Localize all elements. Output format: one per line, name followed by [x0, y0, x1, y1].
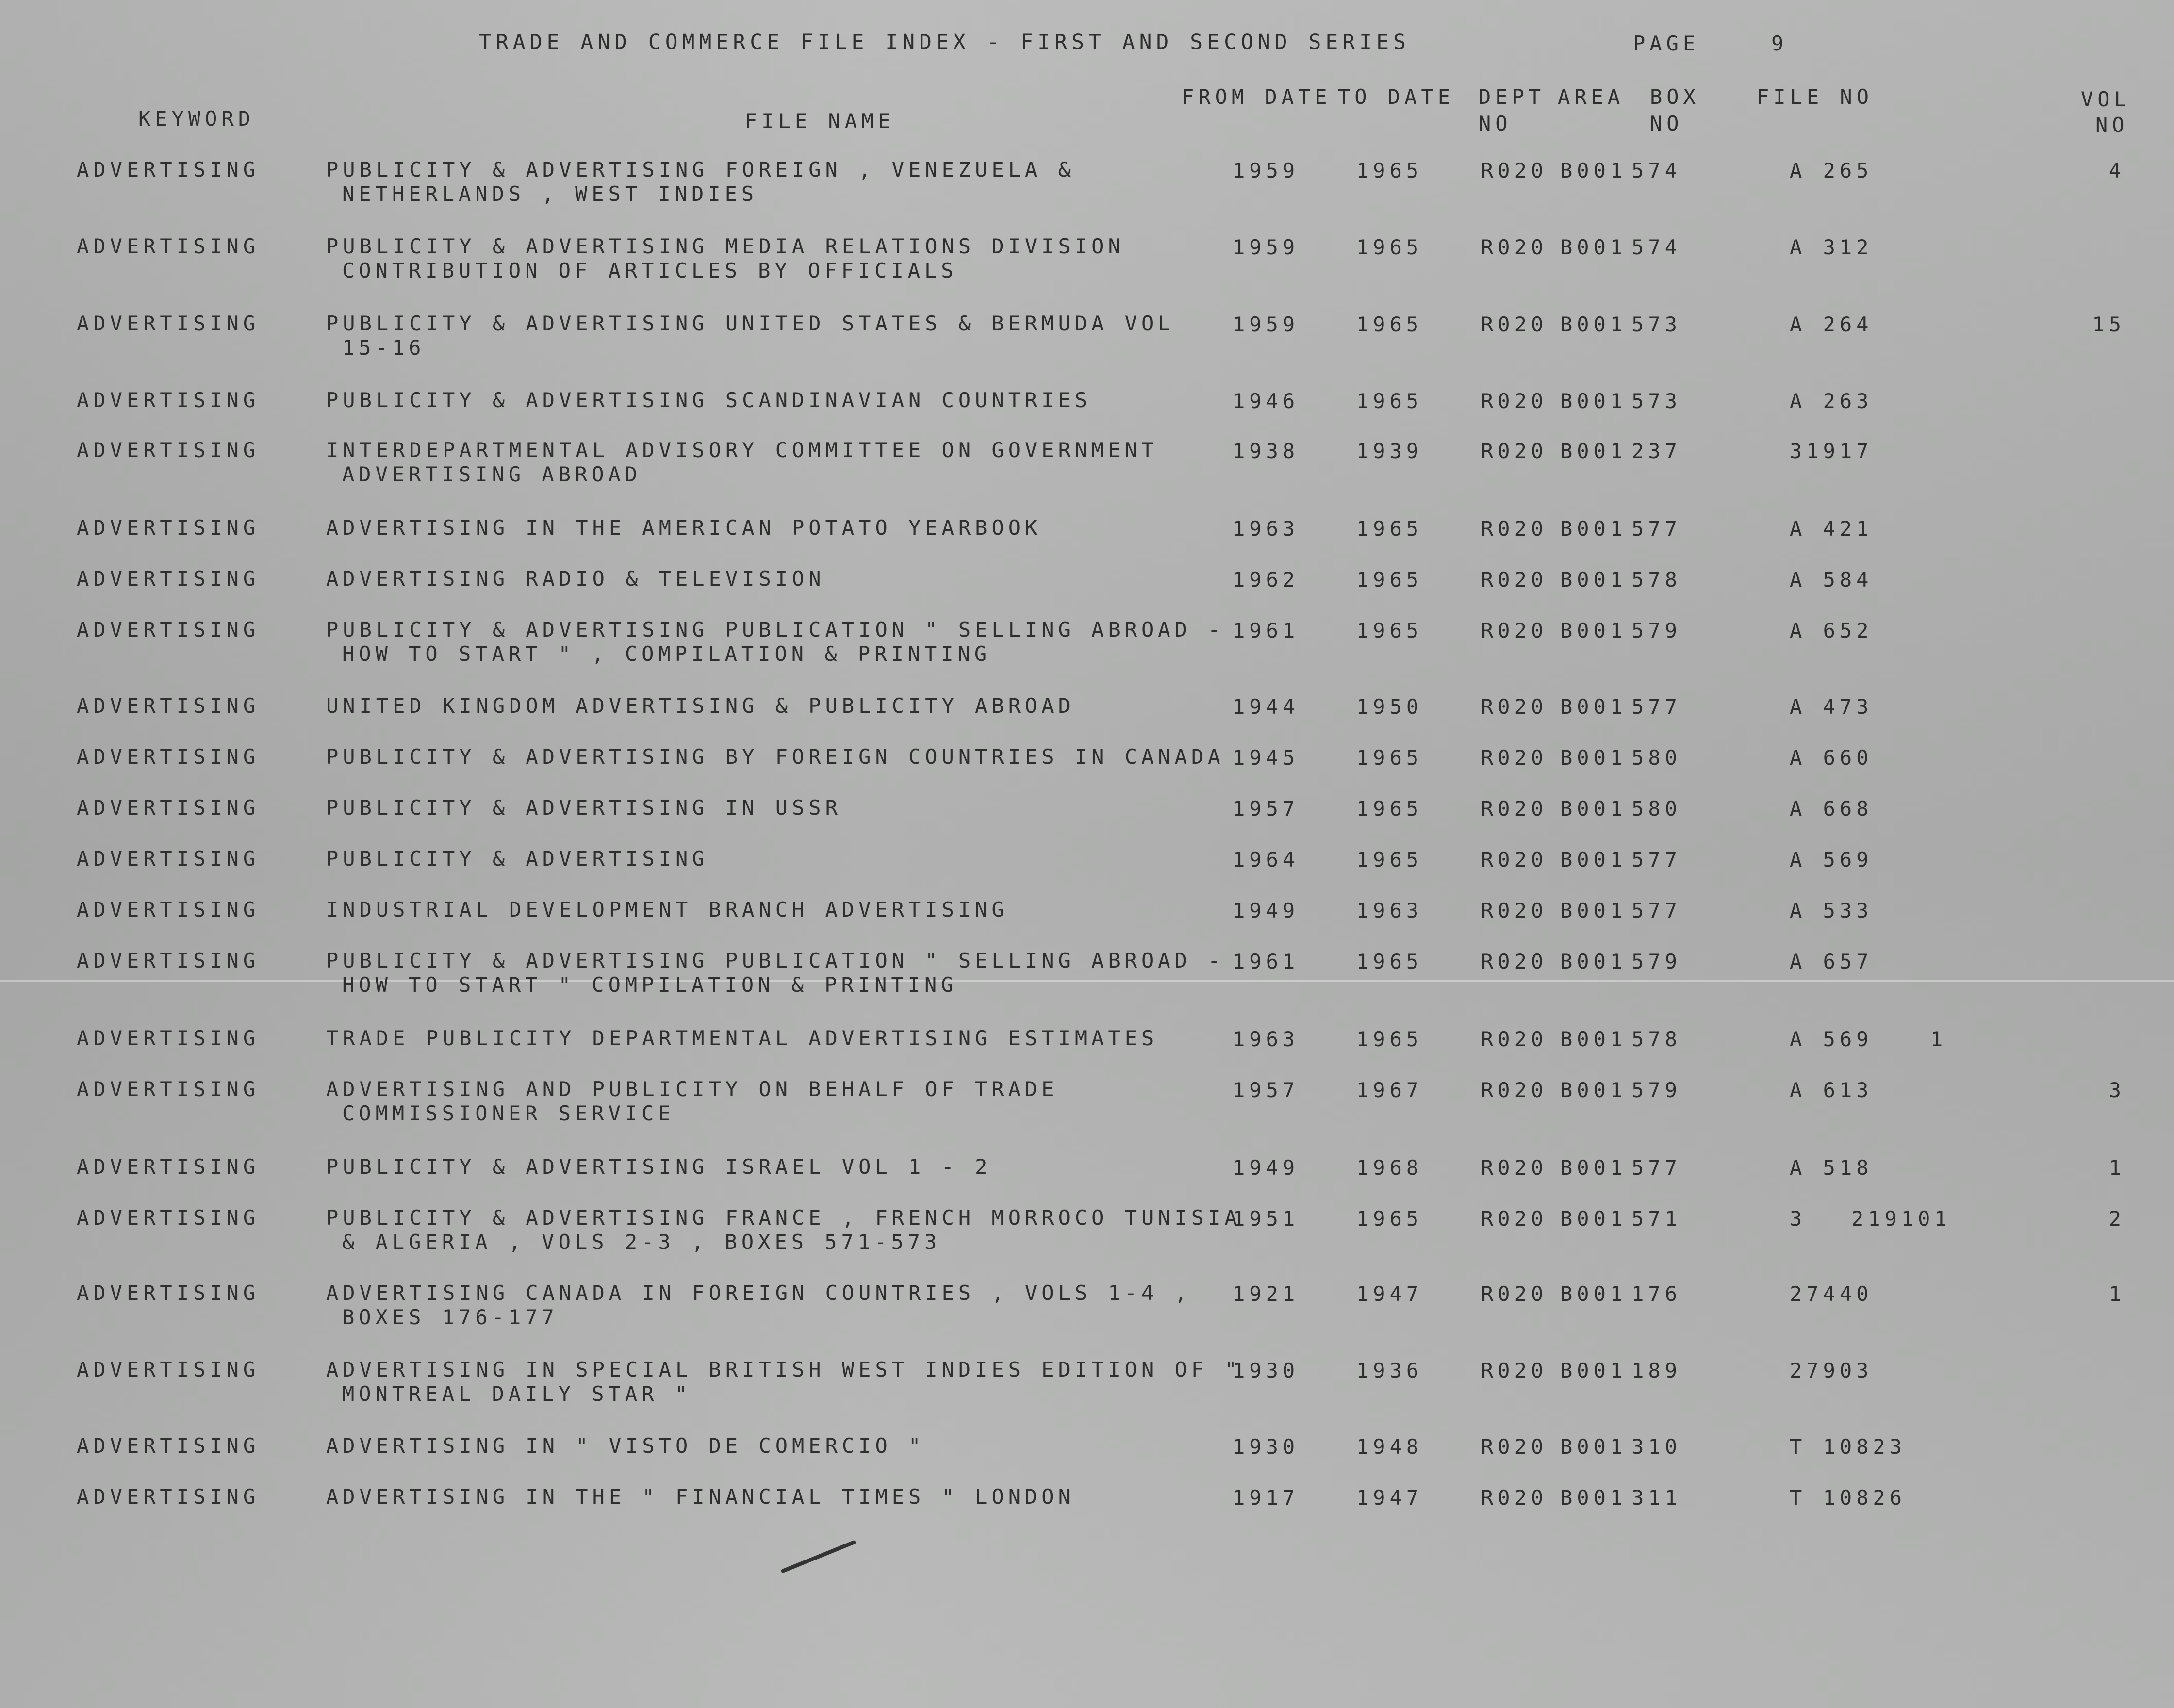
row-from-date: 1946	[1233, 389, 1300, 413]
row-from-date: 1964	[1233, 848, 1300, 871]
row-from-date: 1959	[1233, 312, 1300, 336]
row-file-name-line: INDUSTRIAL DEVELOPMENT BRANCH ADVERTISING	[326, 898, 1008, 921]
row-file-no: A 660	[1790, 746, 1873, 770]
row-area: B001	[1560, 159, 1627, 182]
row-file-name-line: PUBLICITY & ADVERTISING FRANCE , FRENCH MORROCO TUNISIA	[326, 1206, 1241, 1230]
row-box-no: 579	[1631, 619, 1681, 642]
row-file-name-line: ADVERTISING ABROAD	[342, 462, 642, 486]
row-dept-no: R020	[1481, 1078, 1548, 1102]
row-box-no: 189	[1631, 1359, 1681, 1382]
row-file-name-line: HOW TO START " COMPILATION & PRINTING	[342, 973, 958, 997]
row-from-date: 1957	[1233, 1078, 1300, 1102]
row-dept-no: R020	[1481, 746, 1548, 770]
row-dept-no: R020	[1481, 517, 1548, 541]
row-file-suffix: 1	[1930, 1027, 1947, 1051]
row-keyword: ADVERTISING	[77, 1281, 260, 1305]
row-from-date: 1963	[1233, 1027, 1300, 1051]
row-from-date: 1962	[1233, 568, 1300, 591]
row-to-date: 1965	[1356, 517, 1423, 541]
row-file-name-line: PUBLICITY & ADVERTISING SCANDINAVIAN COUNTRIES	[326, 388, 1092, 412]
row-file-no: T 10826	[1790, 1486, 1907, 1510]
row-keyword: ADVERTISING	[77, 949, 260, 972]
row-box-no: 310	[1631, 1435, 1681, 1459]
row-to-date: 1965	[1356, 619, 1423, 642]
row-keyword: ADVERTISING	[77, 1026, 260, 1050]
row-keyword: ADVERTISING	[77, 1206, 260, 1230]
row-to-date: 1965	[1356, 797, 1423, 821]
row-file-no: 31917	[1790, 439, 1873, 463]
row-file-name-line: & ALGERIA , VOLS 2-3 , BOXES 571-573	[342, 1230, 941, 1254]
row-to-date: 1947	[1356, 1282, 1423, 1306]
row-box-no: 578	[1631, 568, 1681, 591]
row-to-date: 1965	[1356, 235, 1423, 259]
row-file-no: A 668	[1790, 797, 1873, 821]
header-to-date: TO DATE	[1338, 85, 1455, 109]
row-to-date: 1965	[1356, 1207, 1423, 1231]
index-title: TRADE AND COMMERCE FILE INDEX - FIRST AND SECOND SERIES	[479, 30, 1410, 54]
row-file-no: A 613	[1790, 1078, 1873, 1102]
row-file-name-line: PUBLICITY & ADVERTISING UNITED STATES & BERMUDA VOL	[326, 312, 1175, 335]
row-area: B001	[1560, 695, 1627, 719]
row-area: B001	[1560, 1435, 1627, 1459]
row-keyword: ADVERTISING	[77, 618, 260, 641]
row-to-date: 1965	[1356, 312, 1423, 336]
row-to-date: 1965	[1356, 389, 1423, 413]
row-dept-no: R020	[1481, 848, 1548, 871]
row-keyword: ADVERTISING	[77, 438, 260, 462]
row-dept-no: R020	[1481, 1207, 1548, 1231]
row-box-no: 580	[1631, 746, 1681, 770]
row-box-no: 577	[1631, 1156, 1681, 1180]
row-dept-no: R020	[1481, 389, 1548, 413]
row-dept-no: R020	[1481, 950, 1548, 973]
row-to-date: 1965	[1356, 159, 1423, 182]
row-area: B001	[1560, 1027, 1627, 1051]
row-file-suffix: 219101	[1851, 1207, 1951, 1231]
row-file-no: 27440	[1790, 1282, 1873, 1306]
header-box: BOX	[1650, 85, 1700, 109]
row-file-name-line: BOXES 176-177	[342, 1305, 559, 1329]
row-keyword: ADVERTISING	[77, 516, 260, 540]
row-file-no: A 312	[1790, 235, 1873, 259]
row-box-no: 580	[1631, 797, 1681, 821]
row-file-name-line: ADVERTISING IN SPECIAL BRITISH WEST INDIES EDITION OF "	[326, 1358, 1241, 1381]
row-box-no: 577	[1631, 517, 1681, 541]
row-file-name-line: INTERDEPARTMENTAL ADVISORY COMMITTEE ON GOVERNMENT	[326, 438, 1158, 462]
row-keyword: ADVERTISING	[77, 388, 260, 412]
row-from-date: 1951	[1233, 1207, 1300, 1231]
pen-mark	[781, 1540, 856, 1573]
row-file-name-line: COMMISSIONER SERVICE	[342, 1101, 675, 1125]
row-file-no: A 533	[1790, 899, 1873, 922]
row-file-no: A 264	[1790, 312, 1873, 336]
row-keyword: ADVERTISING	[77, 847, 260, 870]
row-file-no: A 657	[1790, 950, 1873, 973]
row-dept-no: R020	[1481, 1435, 1548, 1459]
row-file-name-line: ADVERTISING RADIO & TELEVISION	[326, 567, 825, 591]
row-file-no: 3	[1790, 1207, 1807, 1231]
row-file-name-line: ADVERTISING IN THE AMERICAN POTATO YEARBOOK	[326, 516, 1042, 540]
header-dept: DEPT	[1479, 85, 1546, 109]
row-file-no: A 263	[1790, 389, 1873, 413]
row-file-name-line: ADVERTISING AND PUBLICITY ON BEHALF OF TRADE	[326, 1077, 1058, 1101]
row-area: B001	[1560, 1282, 1627, 1306]
row-file-name-line: PUBLICITY & ADVERTISING MEDIA RELATIONS DIVISION	[326, 234, 1125, 258]
row-file-name-line: NETHERLANDS , WEST INDIES	[342, 182, 758, 206]
row-keyword: ADVERTISING	[77, 312, 260, 335]
row-file-name-line: UNITED KINGDOM ADVERTISING & PUBLICITY ABROAD	[326, 694, 1075, 718]
header-keyword: KEYWORD	[138, 107, 255, 131]
row-area: B001	[1560, 235, 1627, 259]
row-from-date: 1945	[1233, 746, 1300, 770]
row-from-date: 1963	[1233, 517, 1300, 541]
row-box-no: 579	[1631, 950, 1681, 973]
row-dept-no: R020	[1481, 1486, 1548, 1510]
header-from-date: FROM DATE	[1182, 85, 1332, 109]
row-box-no: 577	[1631, 899, 1681, 922]
row-file-no: A 584	[1790, 568, 1873, 591]
row-file-no: T 10823	[1790, 1435, 1907, 1459]
header-box-no: NO	[1650, 112, 1683, 135]
row-box-no: 578	[1631, 1027, 1681, 1051]
header-file-no: FILE NO	[1757, 85, 1874, 109]
row-file-name-line: PUBLICITY & ADVERTISING BY FOREIGN COUNTRIES IN CANADA	[326, 745, 1225, 769]
row-to-date: 1947	[1356, 1486, 1423, 1510]
row-keyword: ADVERTISING	[77, 567, 260, 591]
row-box-no: 573	[1631, 389, 1681, 413]
row-keyword: ADVERTISING	[77, 158, 260, 181]
row-file-name-line: TRADE PUBLICITY DEPARTMENTAL ADVERTISING ESTIMATES	[326, 1026, 1158, 1050]
header-area: AREA	[1558, 85, 1625, 109]
row-box-no: 311	[1631, 1486, 1681, 1510]
row-file-name-line: 15-16	[342, 336, 426, 360]
row-from-date: 1930	[1233, 1359, 1300, 1382]
row-keyword: ADVERTISING	[77, 1077, 260, 1101]
row-box-no: 573	[1631, 312, 1681, 336]
row-area: B001	[1560, 746, 1627, 770]
row-from-date: 1961	[1233, 619, 1300, 642]
row-from-date: 1917	[1233, 1486, 1300, 1510]
row-from-date: 1949	[1233, 899, 1300, 922]
row-area: B001	[1560, 1156, 1627, 1180]
row-file-no: A 265	[1790, 159, 1873, 182]
row-dept-no: R020	[1481, 619, 1548, 642]
row-keyword: ADVERTISING	[77, 1358, 260, 1381]
row-file-no: A 518	[1790, 1156, 1873, 1180]
page-label: PAGE	[1633, 32, 1700, 55]
row-to-date: 1963	[1356, 899, 1423, 922]
row-area: B001	[1560, 1486, 1627, 1510]
row-box-no: 579	[1631, 1078, 1681, 1102]
row-area: B001	[1560, 439, 1627, 463]
row-keyword: ADVERTISING	[77, 898, 260, 921]
header-file-name: FILE NAME	[745, 109, 895, 133]
row-area: B001	[1560, 950, 1627, 973]
row-area: B001	[1560, 619, 1627, 642]
row-from-date: 1921	[1233, 1282, 1300, 1306]
row-to-date: 1948	[1356, 1435, 1423, 1459]
row-file-no: A 569	[1790, 1027, 1873, 1051]
row-file-name-line: ADVERTISING IN " VISTO DE COMERCIO "	[326, 1434, 925, 1458]
row-area: B001	[1560, 568, 1627, 591]
row-box-no: 577	[1631, 848, 1681, 871]
row-to-date: 1965	[1356, 746, 1423, 770]
row-dept-no: R020	[1481, 159, 1548, 182]
row-to-date: 1967	[1356, 1078, 1423, 1102]
row-file-no: A 652	[1790, 619, 1873, 642]
row-area: B001	[1560, 1207, 1627, 1231]
row-dept-no: R020	[1481, 1027, 1548, 1051]
row-from-date: 1957	[1233, 797, 1300, 821]
row-dept-no: R020	[1481, 235, 1548, 259]
row-area: B001	[1560, 312, 1627, 336]
row-keyword: ADVERTISING	[77, 1434, 260, 1458]
row-file-name-line: PUBLICITY & ADVERTISING ISRAEL VOL 1 - 2	[326, 1155, 992, 1179]
row-keyword: ADVERTISING	[77, 694, 260, 718]
row-from-date: 1959	[1233, 235, 1300, 259]
row-to-date: 1965	[1356, 950, 1423, 973]
row-file-no: A 473	[1790, 695, 1873, 719]
row-dept-no: R020	[1481, 899, 1548, 922]
row-keyword: ADVERTISING	[77, 745, 260, 769]
row-box-no: 571	[1631, 1207, 1681, 1231]
row-from-date: 1949	[1233, 1156, 1300, 1180]
row-area: B001	[1560, 848, 1627, 871]
fold-line	[0, 980, 2174, 982]
row-file-name-line: ADVERTISING CANADA IN FOREIGN COUNTRIES , VOLS 1-4 ,	[326, 1281, 1191, 1305]
row-dept-no: R020	[1481, 312, 1548, 336]
row-area: B001	[1560, 899, 1627, 922]
row-to-date: 1939	[1356, 439, 1423, 463]
row-keyword: ADVERTISING	[77, 1485, 260, 1509]
row-file-name-line: PUBLICITY & ADVERTISING FOREIGN , VENEZUELA &	[326, 158, 1075, 181]
row-file-no: 27903	[1790, 1359, 1873, 1382]
header-dept-no: NO	[1479, 112, 1512, 135]
row-dept-no: R020	[1481, 1359, 1548, 1382]
row-from-date: 1944	[1233, 695, 1300, 719]
row-from-date: 1961	[1233, 950, 1300, 973]
row-area: B001	[1560, 1078, 1627, 1102]
row-keyword: ADVERTISING	[77, 1155, 260, 1179]
row-to-date: 1965	[1356, 1027, 1423, 1051]
row-box-no: 577	[1631, 695, 1681, 719]
row-area: B001	[1560, 1359, 1627, 1382]
row-dept-no: R020	[1481, 695, 1548, 719]
row-file-name-line: PUBLICITY & ADVERTISING IN USSR	[326, 796, 842, 820]
row-from-date: 1959	[1233, 159, 1300, 182]
row-box-no: 574	[1631, 159, 1681, 182]
row-keyword: ADVERTISING	[77, 234, 260, 258]
row-area: B001	[1560, 389, 1627, 413]
row-dept-no: R020	[1481, 1282, 1548, 1306]
row-dept-no: R020	[1481, 797, 1548, 821]
row-dept-no: R020	[1481, 568, 1548, 591]
row-file-name-line: HOW TO START " , COMPILATION & PRINTING	[342, 642, 991, 666]
row-file-name-line: ADVERTISING IN THE " FINANCIAL TIMES " LONDON	[326, 1485, 1075, 1509]
row-vol-no: 1	[2108, 1282, 2125, 1306]
header-vol: VOL	[2081, 87, 2131, 111]
header-vol-no: NO	[2095, 113, 2129, 137]
row-vol-no: 2	[2108, 1207, 2125, 1231]
row-file-name-line: MONTREAL DAILY STAR "	[342, 1382, 692, 1406]
row-dept-no: R020	[1481, 1156, 1548, 1180]
row-to-date: 1950	[1356, 695, 1423, 719]
row-from-date: 1930	[1233, 1435, 1300, 1459]
row-box-no: 574	[1631, 235, 1681, 259]
row-vol-no: 4	[2108, 159, 2125, 182]
row-to-date: 1968	[1356, 1156, 1423, 1180]
row-box-no: 176	[1631, 1282, 1681, 1306]
row-file-name-line: PUBLICITY & ADVERTISING PUBLICATION " SELLING ABROAD -	[326, 618, 1225, 641]
row-from-date: 1938	[1233, 439, 1300, 463]
row-area: B001	[1560, 797, 1627, 821]
row-file-name-line: PUBLICITY & ADVERTISING	[326, 847, 709, 870]
row-to-date: 1965	[1356, 568, 1423, 591]
row-area: B001	[1560, 517, 1627, 541]
page-number: 9	[1771, 32, 1788, 55]
row-to-date: 1936	[1356, 1359, 1423, 1382]
row-vol-no: 15	[2092, 312, 2125, 336]
row-file-name-line: CONTRIBUTION OF ARTICLES BY OFFICIALS	[342, 259, 958, 282]
row-file-no: A 421	[1790, 517, 1873, 541]
row-file-name-line: PUBLICITY & ADVERTISING PUBLICATION " SELLING ABROAD -	[326, 949, 1225, 972]
row-file-no: A 569	[1790, 848, 1873, 871]
row-dept-no: R020	[1481, 439, 1548, 463]
row-vol-no: 3	[2108, 1078, 2125, 1102]
row-box-no: 237	[1631, 439, 1681, 463]
row-keyword: ADVERTISING	[77, 796, 260, 820]
row-vol-no: 1	[2108, 1156, 2125, 1180]
row-to-date: 1965	[1356, 848, 1423, 871]
